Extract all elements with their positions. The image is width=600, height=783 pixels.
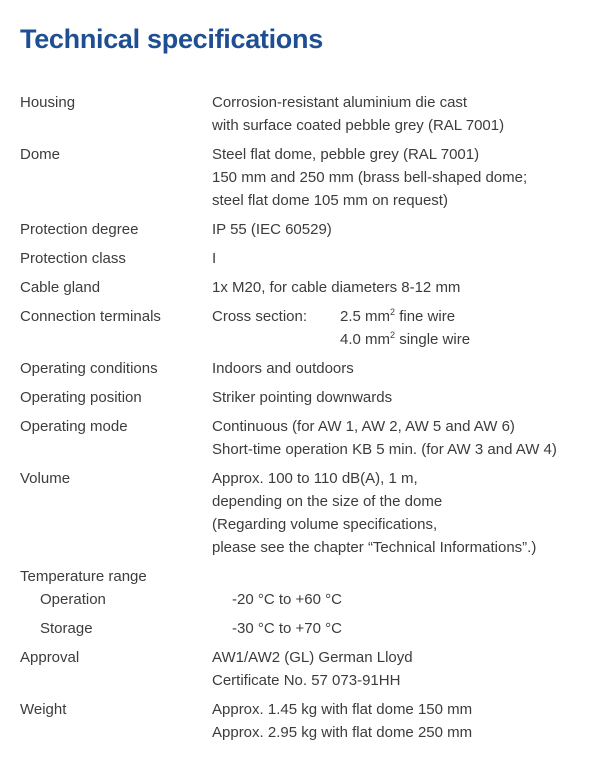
spec-label: Operating conditions [20,360,158,377]
spec-label: Approval [20,649,80,666]
spec-value-line: Continuous (for AW 1, AW 2, AW 5 and AW 6) [212,418,515,435]
specs-table [20,91,590,750]
spec-value [212,467,590,559]
spec-row-connection-terminals [20,305,590,351]
spec-row-temperature-storage [20,617,590,640]
spec-label: Operating position [20,389,142,406]
spec-value-line: AW1/AW2 (GL) German Lloyd [212,649,413,666]
spec-value [212,646,590,692]
spec-value [212,698,590,744]
spec-value-line: please see the chapter “Technical Informations”.) [212,539,537,556]
spec-row-housing [20,91,590,137]
spec-value-line: steel flat dome 105 mm on request) [212,192,448,209]
page-title: Technical specifications [20,24,323,54]
spec-value [212,565,590,588]
spec-value-line: Approx. 2.95 kg with flat dome 250 mm [212,724,473,741]
spec-value-text: single wire [395,331,471,348]
spec-value-line: 150 mm and 250 mm (brass bell-shaped dome; [212,169,528,186]
spec-row-temperature-operation [20,588,590,611]
spec-label: Temperature range [20,568,147,585]
spec-value-line: Approx. 100 to 110 dB(A), 1 m, [212,470,418,487]
spec-value-line: with surface coated pebble grey (RAL 7001) [212,117,505,134]
spec-row-dome [20,143,590,212]
spec-label: Connection terminals [20,308,161,325]
spec-value-text: 2.5 mm [340,308,391,325]
spec-value: Striker pointing downwards [212,389,393,406]
spec-label: Weight [20,701,67,718]
spec-label: Protection class [20,250,126,267]
spec-label: Operating mode [20,418,128,435]
spec-value: IP 55 (IEC 60529) [212,221,332,238]
spec-value-text: 4.0 mm [340,331,391,348]
spec-value-line [340,328,590,351]
spec-row-weight [20,698,590,744]
spec-sublabel: Storage [40,620,93,637]
spec-value [212,415,590,461]
spec-row-cable-gland [20,276,590,299]
spec-label: Dome [20,146,61,163]
spec-label: Volume [20,470,71,487]
spec-value [212,305,590,351]
spec-row-approval [20,646,590,692]
spec-row-operating-conditions [20,357,590,380]
spec-value [212,143,590,212]
spec-value-line: Certificate No. 57 073-91HH [212,672,401,689]
spec-row-volume [20,467,590,559]
spec-row-temperature-range [20,565,590,588]
spec-sublabel: Cross section: [212,308,308,325]
spec-value-line: Short-time operation KB 5 min. (for AW 3 and AW 4) [212,441,557,458]
spec-row-operating-position [20,386,590,409]
spec-value-line: (Regarding volume specifications, [212,516,438,533]
spec-row-protection-degree [20,218,590,241]
spec-label: Cable gland [20,279,101,296]
spec-value-text: fine wire [395,308,456,325]
spec-row-operating-mode [20,415,590,461]
spec-value-line: depending on the size of the dome [212,493,443,510]
spec-value: Indoors and outdoors [212,360,354,377]
spec-value-line: Corrosion-resistant aluminium die cast [212,94,468,111]
spec-value-line: Steel flat dome, pebble grey (RAL 7001) [212,146,480,163]
spec-value: I [212,250,217,267]
spec-value: -20 °C to +60 °C [232,591,342,608]
spec-row-protection-class [20,247,590,270]
superscript: 2 [390,307,396,317]
spec-value-line: Approx. 1.45 kg with flat dome 150 mm [212,701,473,718]
spec-label: Protection degree [20,221,139,238]
spec-label: Housing [20,94,76,111]
spec-value: 1x M20, for cable diameters 8-12 mm [212,279,461,296]
superscript: 2 [390,330,396,340]
spec-value-line [340,305,590,328]
spec-value [212,91,590,137]
spec-sublabel: Operation [40,591,106,608]
spec-value: -30 °C to +70 °C [232,620,342,637]
spec-subvalues [340,305,590,351]
